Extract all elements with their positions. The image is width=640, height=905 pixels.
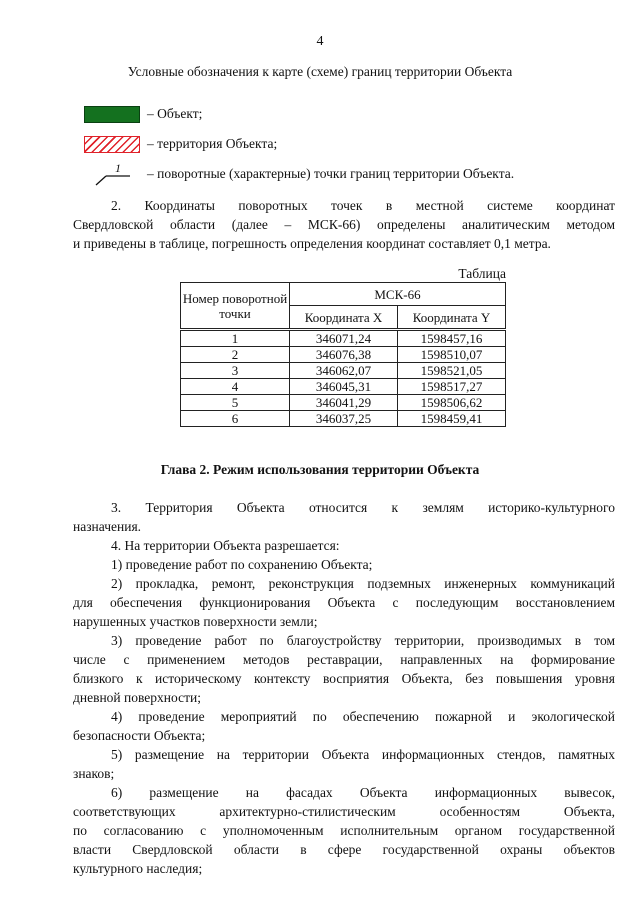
cell-y: 1598517,27 [398, 379, 506, 395]
table-row [181, 347, 506, 363]
body-line: 4) проведение мероприятий по обеспечению пожарной и экологической [111, 709, 615, 724]
coordinates-table [180, 282, 506, 427]
table-caption: Таблица [458, 266, 506, 281]
body-line: безопасности Объекта; [73, 728, 206, 743]
header-x: Координата X [290, 306, 398, 330]
legend-item-territory [84, 133, 604, 155]
body-line: власти Свердловской области в сфере государственной охраны объектов [73, 842, 615, 857]
red-hatch-icon [84, 136, 140, 153]
table-row [181, 395, 506, 411]
body-line: дневной поверхности; [73, 690, 201, 705]
cell-point: 1 [181, 330, 290, 347]
body-line: 1) проведение работ по сохранению Объекта; [111, 557, 373, 572]
body-line: 3. Территория Объекта относится к землям историко-культурного [111, 500, 615, 515]
paragraph-line: и приведены в таблице, погрешность определения координат составляет 0,1 метра. [73, 236, 551, 251]
body-line: 4. На территории Объекта разрешается: [111, 538, 340, 553]
table-row [181, 330, 506, 347]
cell-x: 346076,38 [290, 347, 398, 363]
paragraph-coordinates [73, 196, 615, 253]
cell-y: 1598521,05 [398, 363, 506, 379]
cell-x: 346062,07 [290, 363, 398, 379]
cell-x: 346071,24 [290, 330, 398, 347]
cell-x: 346041,29 [290, 395, 398, 411]
cell-y: 1598459,41 [398, 411, 506, 427]
paragraph-line: 2. Координаты поворотных точек в местной системе координат [111, 198, 615, 213]
legend-title: Условные обозначения к карте (схеме) границ территории Объекта [127, 64, 513, 79]
table-row [181, 363, 506, 379]
cell-y: 1598510,07 [398, 347, 506, 363]
body-line: нарушенных участков поверхности земли; [73, 614, 318, 629]
header-point-number: Номер поворотной точки [181, 283, 290, 330]
body-line: по согласованию с уполномоченным исполнительным органом государственной [73, 823, 615, 838]
body-line: знаков; [73, 766, 115, 781]
table-row [181, 379, 506, 395]
legend-text: – поворотные (характерные) точки границ территории Объекта. [147, 166, 515, 181]
cell-x: 346045,31 [290, 379, 398, 395]
green-fill-icon [84, 106, 140, 123]
body-line: культурного наследия; [73, 861, 203, 876]
body-line: 3) проведение работ по благоустройству территории, производимых в том [111, 633, 615, 648]
body-line: 5) размещение на территории Объекта информационных стендов, памятных [111, 747, 615, 762]
body-line: для обеспечения функционирования Объекта с последующим восстановлением [73, 595, 615, 610]
cell-point: 4 [181, 379, 290, 395]
header-system: МСК-66 [290, 283, 506, 306]
legend-item-object [84, 103, 604, 125]
point-marker-icon [84, 161, 140, 187]
cell-y: 1598506,62 [398, 395, 506, 411]
chapter-heading: Глава 2. Режим использования территории Объекта [160, 462, 480, 477]
cell-y: 1598457,16 [398, 330, 506, 347]
table-body [181, 330, 506, 427]
cell-point: 6 [181, 411, 290, 427]
body-line: близкого к историческому контексту восприятия Объекта, без повышения уровня [73, 671, 615, 686]
body-text [73, 498, 615, 878]
header-y: Координата Y [398, 306, 506, 330]
cell-point: 5 [181, 395, 290, 411]
body-line: числе с применением методов реставрации, направленных на формирование [73, 652, 615, 667]
cell-point: 2 [181, 347, 290, 363]
legend-item-points [84, 163, 604, 185]
legend-text: – Объект; [147, 106, 203, 121]
cell-x: 346037,25 [290, 411, 398, 427]
table-row [181, 411, 506, 427]
paragraph-line: Свердловской области (далее – МСК-66) определены аналитическим методом [73, 217, 615, 232]
page-number: 4 [316, 34, 324, 49]
body-line: 2) прокладка, ремонт, реконструкция подземных инженерных коммуникаций [111, 576, 615, 591]
body-line: соответствующих архитектурно-стилистическим особенностям Объекта, [73, 804, 615, 819]
legend-text: – территория Объекта; [147, 136, 278, 151]
marker-label: 1 [115, 161, 121, 175]
body-line: назначения. [73, 519, 142, 534]
cell-point: 3 [181, 363, 290, 379]
body-line: 6) размещение на фасадах Объекта информационных вывесок, [111, 785, 615, 800]
